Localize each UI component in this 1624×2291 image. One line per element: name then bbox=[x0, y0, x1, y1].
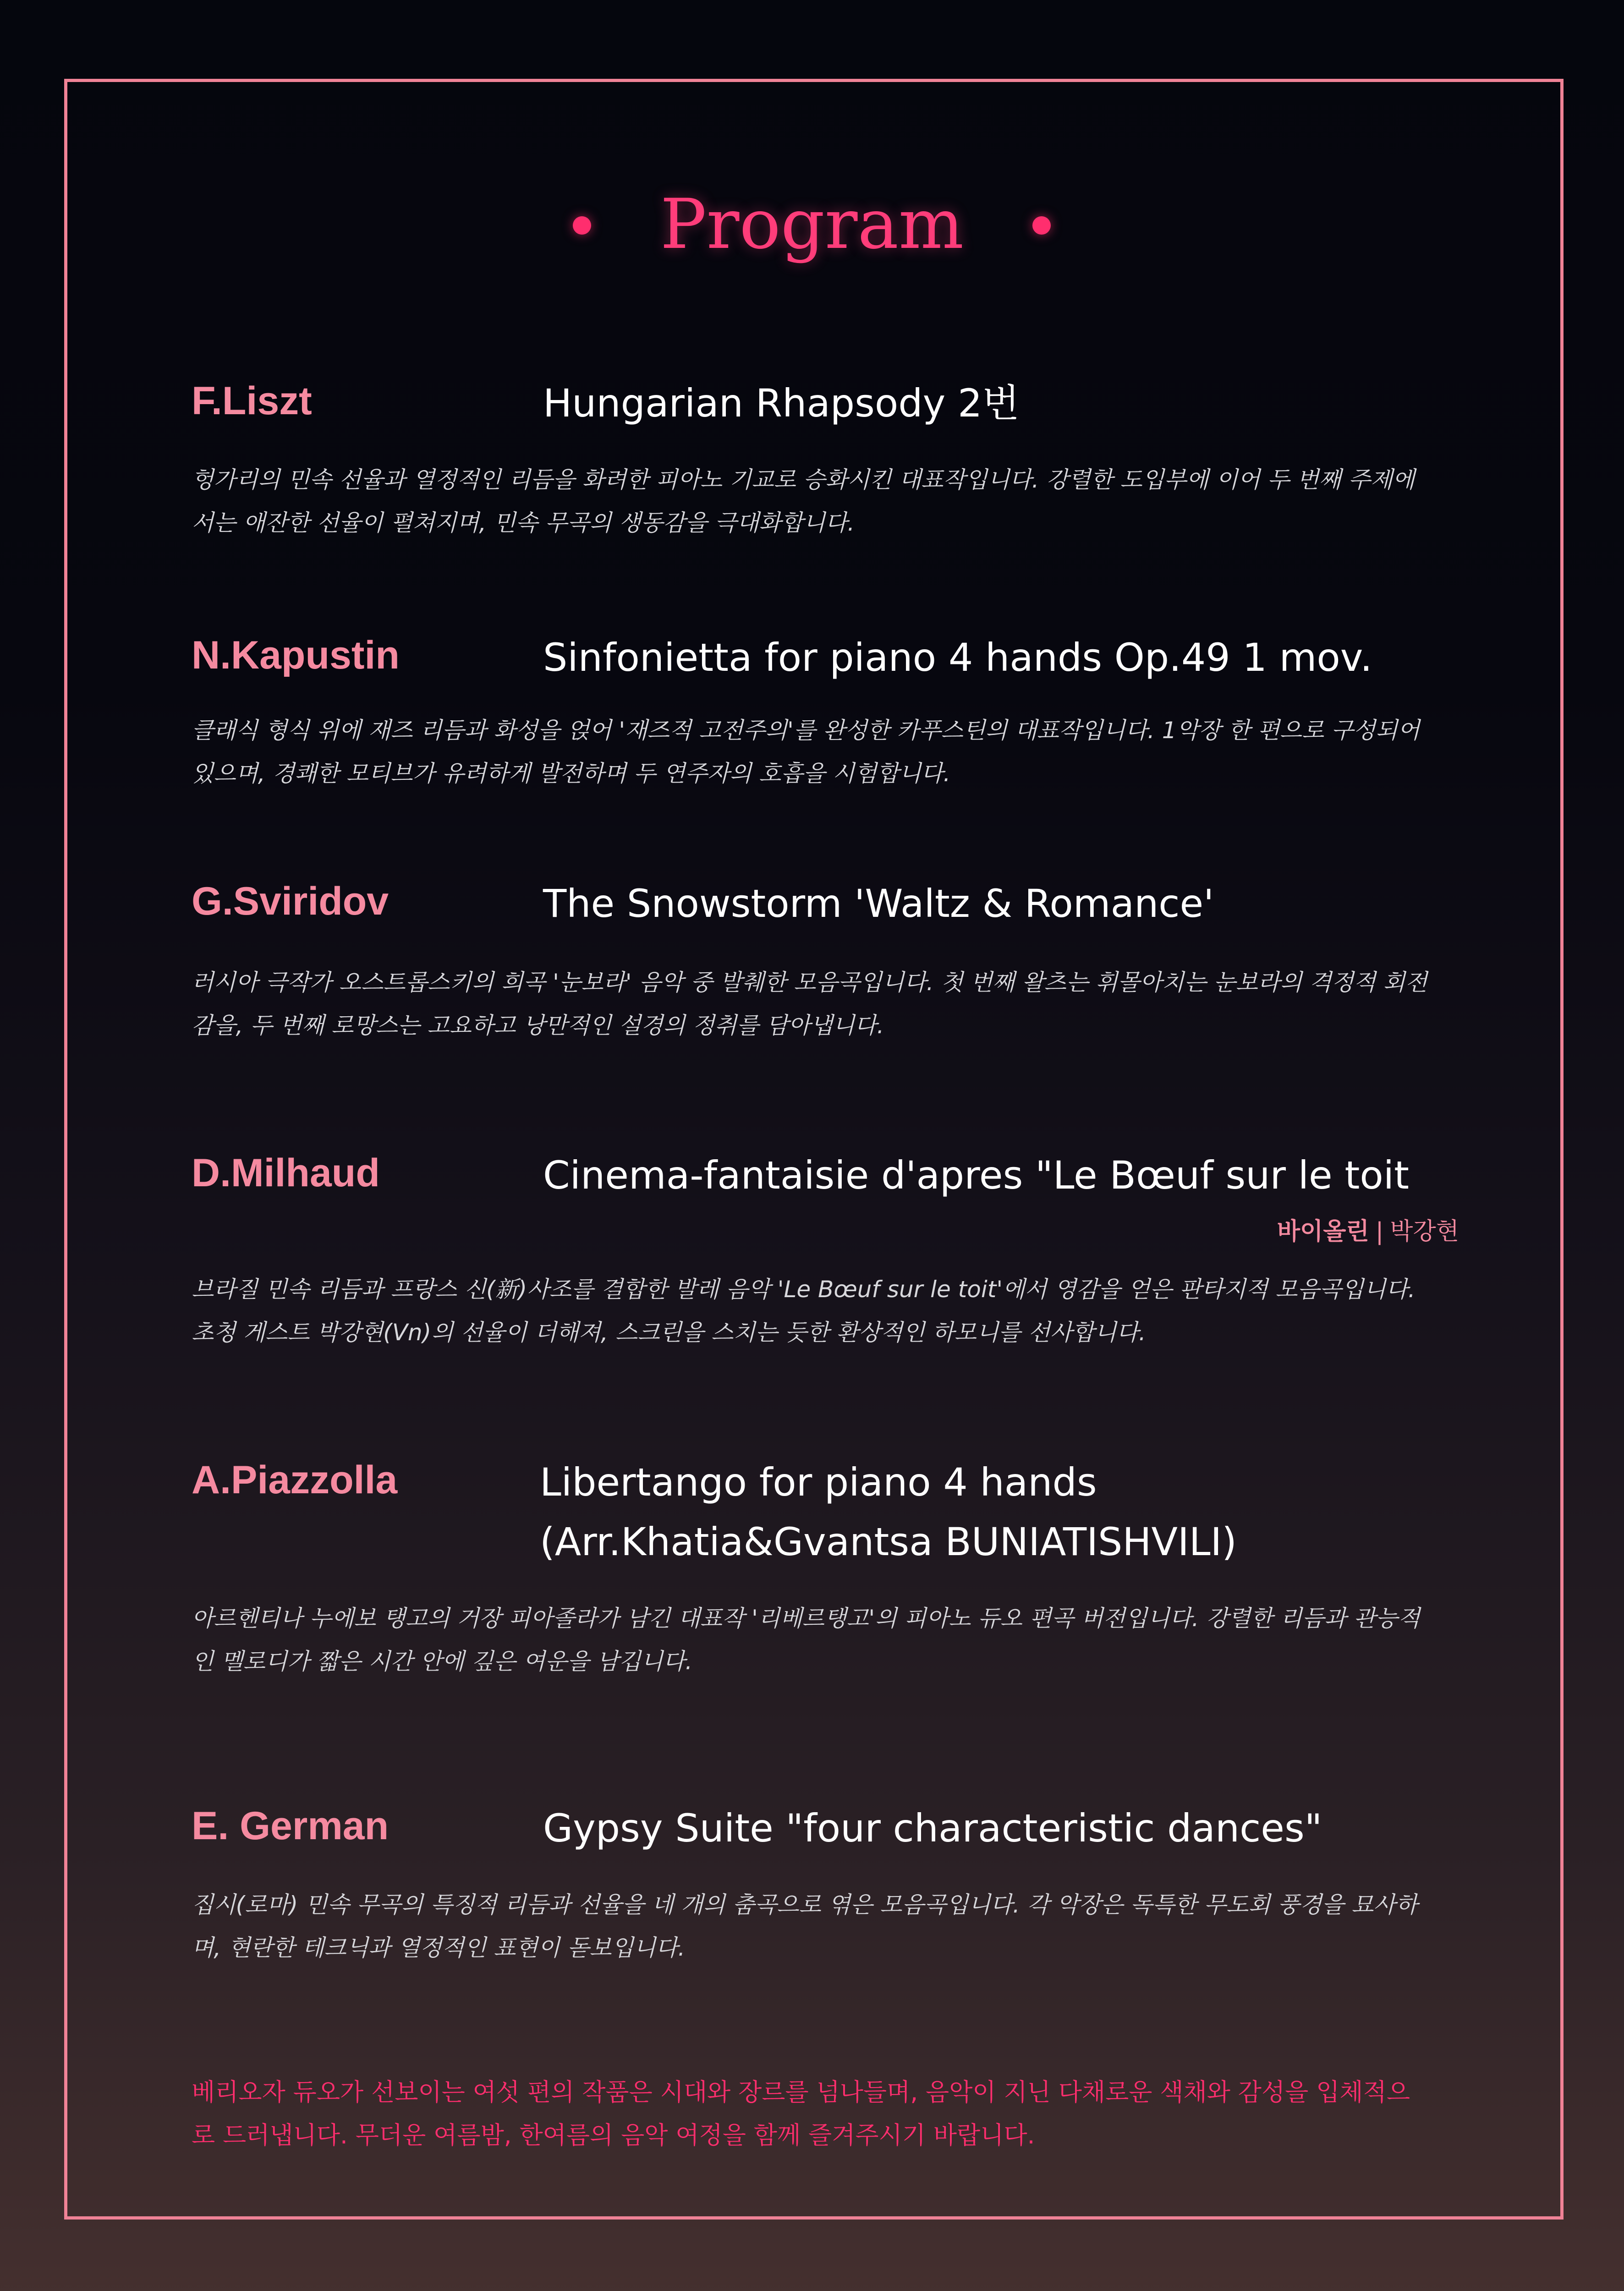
description-line: 클래식 형식 위에 재즈 리듬과 화성을 얹어 '재즈적 고전주의'를 완성한 카푸스틴의 대표작입니다. 1악장 한 편으로 구성되어 bbox=[192, 717, 1420, 744]
piece-description bbox=[192, 961, 1465, 1047]
piece-description bbox=[192, 1268, 1465, 1354]
composer-name: E. German bbox=[192, 1804, 389, 1848]
work-title: Hungarian Rhapsody 2번 bbox=[543, 381, 1020, 426]
work-title: The Snowstorm 'Waltz & Romance' bbox=[543, 881, 1214, 926]
piece-description bbox=[192, 458, 1465, 544]
description-line: 집시(로마) 민속 무곡의 특징적 리듬과 선율을 네 개의 춤곡으로 엮은 모음곡입니다. 각 악장은 독특한 무도회 풍경을 묘사하 bbox=[192, 1891, 1418, 1918]
description-line: 있으며, 경쾌한 모티브가 유려하게 발전하며 두 연주자의 호흡을 시험합니다. bbox=[192, 760, 951, 787]
title-row bbox=[0, 179, 1624, 270]
description-line: 며, 현란한 테크닉과 열정적인 표현이 돋보입니다. bbox=[192, 1935, 686, 1961]
piece-description bbox=[192, 1883, 1465, 1969]
description-line: 헝가리의 민속 선율과 열정적인 리듬을 화려한 피아노 기교로 승화시킨 대표작입니다. 강렬한 도입부에 이어 두 번째 주제에 bbox=[192, 466, 1415, 493]
work-title-line2: (Arr.Khatia&Gvantsa BUNIATISHVILI) bbox=[540, 1519, 1237, 1564]
closing-line: 로 드러냅니다. 무더운 여름밤, 한여름의 음악 여정을 함께 즐겨주시기 바랍니다. bbox=[192, 2121, 1035, 2149]
description-line: 아르헨티나 누에보 탱고의 거장 피아졸라가 남긴 대표작 '리베르탱고'의 피아노 듀오 편곡 버전입니다. 강렬한 리듬과 관능적 bbox=[192, 1605, 1420, 1632]
guest-performer bbox=[1277, 1216, 1459, 1248]
composer-name: G.Sviridov bbox=[192, 879, 389, 923]
composer-name: N.Kapustin bbox=[192, 633, 400, 677]
closing-line: 베리오자 듀오가 선보이는 여섯 편의 작품은 시대와 장르를 넘나들며, 음악이 지닌 다채로운 색채와 감성을 입체적으 bbox=[192, 2078, 1410, 2106]
composer-name: D.Milhaud bbox=[192, 1151, 380, 1195]
description-line: 러시아 극작가 오스트롭스키의 희곡 '눈보라' 음악 중 발췌한 모음곡입니다. 첫 번째 왈츠는 휘몰아치는 눈보라의 격정적 회전 bbox=[192, 969, 1427, 996]
piece-description bbox=[192, 709, 1465, 795]
composer-name: A.Piazzolla bbox=[192, 1458, 398, 1502]
description-line: 인 멜로디가 짧은 시간 안에 깊은 여운을 남깁니다. bbox=[192, 1648, 693, 1675]
work-title: Libertango for piano 4 hands bbox=[540, 1460, 1097, 1505]
page-title: Program bbox=[660, 185, 964, 264]
description-line: 서는 애잔한 선율이 펼쳐지며, 민속 무곡의 생동감을 극대화합니다. bbox=[192, 510, 855, 536]
description-line: 초청 게스트 박강현(Vn)의 선율이 더해져, 스크린을 스치는 듯한 환상적인 하모니를 선사합니다. bbox=[192, 1319, 1146, 1346]
work-title: Cinema-fantaisie d'apres "Le Bœuf sur le toit bbox=[543, 1153, 1410, 1198]
work-title: Gypsy Suite "four characteristic dances" bbox=[543, 1806, 1322, 1851]
bullet-dot-right bbox=[1032, 216, 1051, 235]
piece-description bbox=[192, 1597, 1465, 1683]
description-line: 브라질 민속 리듬과 프랑스 신(新)사조를 결합한 발레 음악 'Le Bœuf sur le toit'에서 영감을 얻은 판타지적 모음곡입니다. bbox=[192, 1276, 1416, 1303]
closing-message bbox=[192, 2071, 1410, 2157]
performer-name: 박강현 bbox=[1390, 1218, 1459, 1245]
performer-role: 바이올린 bbox=[1277, 1218, 1369, 1245]
description-line: 감을, 두 번째 로망스는 고요하고 낭만적인 설경의 정취를 담아냅니다. bbox=[192, 1012, 884, 1039]
performer-separator: | bbox=[1375, 1218, 1384, 1245]
composer-name: F.Liszt bbox=[192, 379, 312, 423]
work-title: Sinfonietta for piano 4 hands Op.49 1 mov. bbox=[543, 635, 1372, 680]
